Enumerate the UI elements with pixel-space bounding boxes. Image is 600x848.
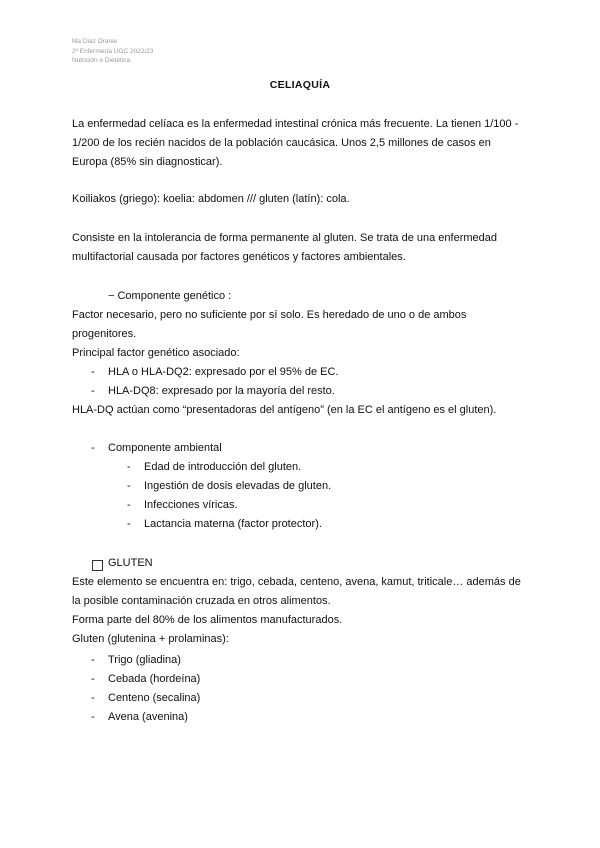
document-header <box>72 37 154 66</box>
author-line: Ma Diaz Oranie <box>72 38 118 45</box>
list-item: Infecciones víricas. <box>144 499 238 511</box>
list-item: Trigo (gliadina) <box>108 654 181 666</box>
list-bullet: - <box>91 442 95 454</box>
gluten-heading: GLUTEN <box>108 557 153 569</box>
list-bullet: - <box>91 654 95 666</box>
list-item: HLA-DQ8: expresado por la mayoría del resto. <box>108 385 335 397</box>
course-line: 2º Enfermería UGC 2022/23 <box>72 47 154 55</box>
gluten-line-3: Forma parte del 80% de los alimentos manufacturados. <box>72 614 343 626</box>
subject-line: Nutrición e Dietética <box>72 57 131 64</box>
list-item: Cebada (hordeína) <box>108 673 201 685</box>
list-bullet: - <box>91 692 95 704</box>
list-item: Centeno (secalina) <box>108 692 201 704</box>
list-bullet: - <box>91 385 95 397</box>
genetic-principal: Principal factor genético asociado: <box>72 347 240 359</box>
definition-line-2: multifactorial causada por factores genéticos y factores ambientales. <box>72 251 406 263</box>
intro-line-3: Europa (85% sin diagnosticar). <box>72 156 223 168</box>
genetic-heading: − Componente genético : <box>108 290 232 302</box>
genetic-note: HLA-DQ actúan como “presentadoras del antígeno” (en la EC el antígeno es el gluten). <box>72 404 497 416</box>
list-item: Avena (avenina) <box>108 711 188 723</box>
list-bullet: - <box>127 461 131 473</box>
intro-line-2: 1/200 de los recién nacidos de la población caucásica. Unos 2,5 millones de casos en <box>72 137 491 149</box>
list-bullet: - <box>127 499 131 511</box>
list-bullet: - <box>127 518 131 530</box>
checkbox-icon <box>92 560 103 571</box>
list-bullet: - <box>91 711 95 723</box>
list-item: Lactancia materna (factor protector). <box>144 518 322 530</box>
list-bullet: - <box>127 480 131 492</box>
list-item: HLA o HLA-DQ2: expresado por el 95% de EC. <box>108 366 339 378</box>
list-bullet: - <box>91 673 95 685</box>
definition-line-1: Consiste en la intolerancia de forma permanente al gluten. Se trata de una enfermedad <box>72 232 497 244</box>
genetic-desc-line-2: progenitores. <box>72 328 137 340</box>
list-item: Edad de introducción del gluten. <box>144 461 302 473</box>
genetic-desc-line-1: Factor necesario, pero no suficiente por sí solo. Es heredado de uno o de ambos <box>72 309 467 321</box>
list-bullet: - <box>91 366 95 378</box>
environmental-heading: Componente ambiental <box>108 442 222 454</box>
gluten-line-1: Este elemento se encuentra en: trigo, cebada, centeno, avena, kamut, triticale… además de <box>72 576 521 588</box>
etymology: Koiliakos (griego): koelia: abdomen /// gluten (latín): cola. <box>72 193 350 205</box>
gluten-line-2: la posible contaminación cruzada en otros alimentos. <box>72 595 331 607</box>
list-item: Ingestión de dosis elevadas de gluten. <box>144 480 332 492</box>
page-title: CELIAQUÍA <box>269 79 331 91</box>
gluten-line-4: Gluten (glutenina + prolaminas): <box>72 633 229 645</box>
intro-line-1: La enfermedad celíaca es la enfermedad intestinal crónica más frecuente. La tienen 1/100 - <box>72 118 519 130</box>
